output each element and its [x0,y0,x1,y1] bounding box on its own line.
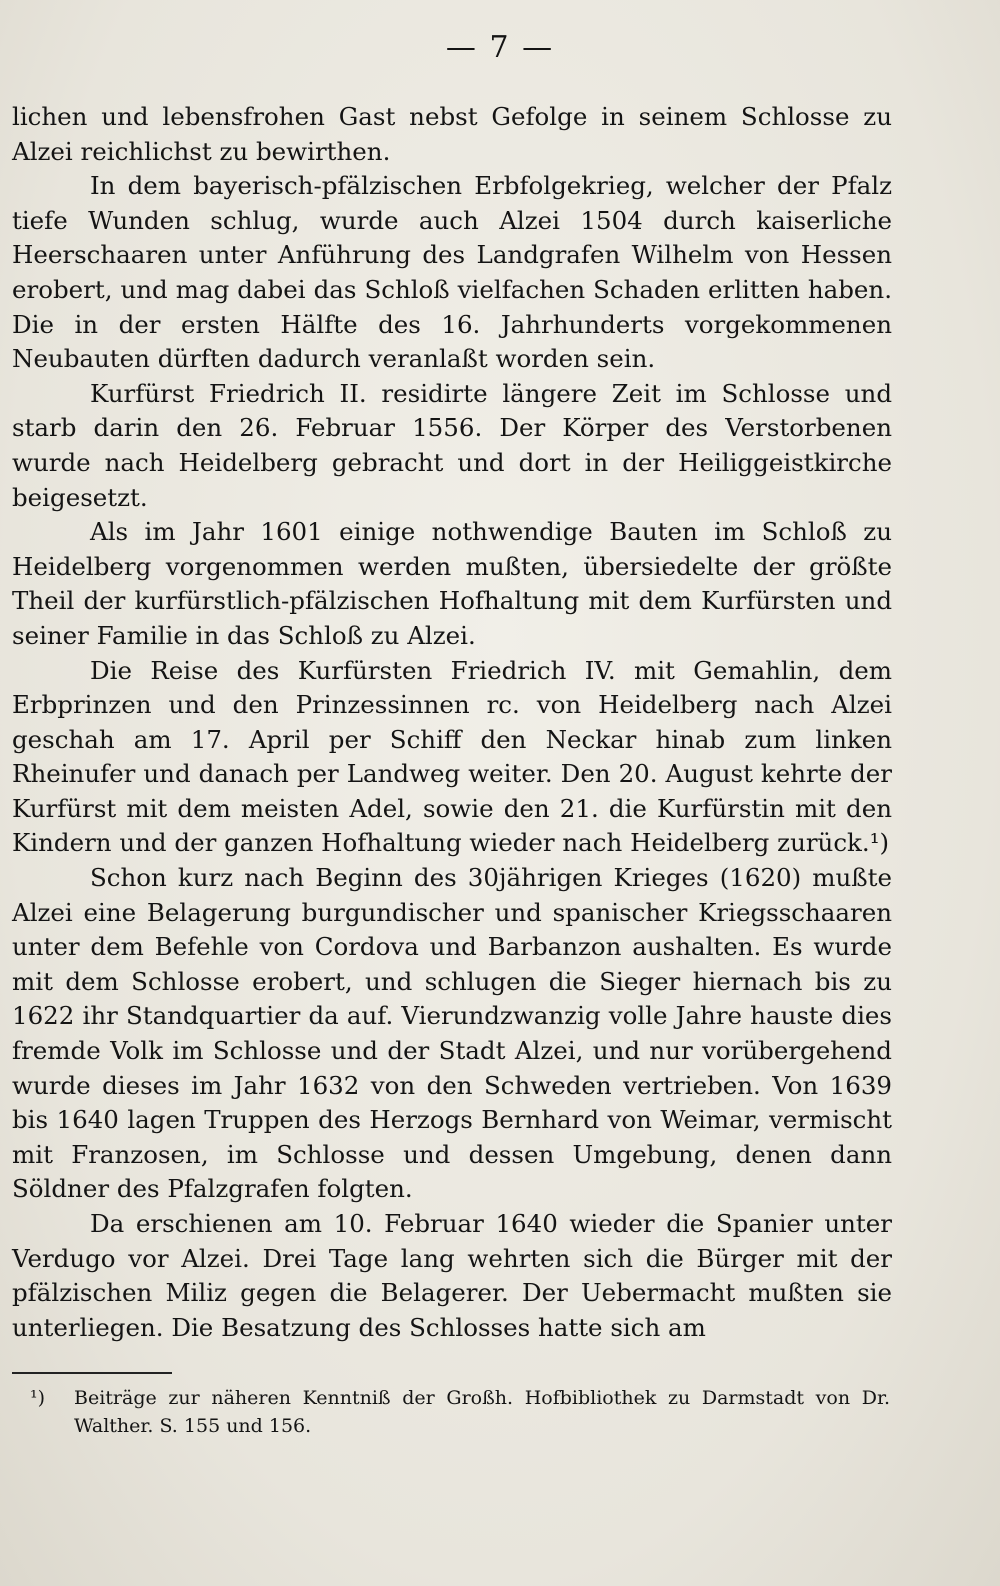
paragraph-friedrich-ii: Kurfürst Friedrich II. residirte längere Zeit im Schlosse und starb darin den 26. Februar 1556. Der Körper des Verstorbenen wurde nach Heidelberg gebracht und dort in der Heiliggeistkirche beigesetzt. [12,378,892,512]
footnote [30,1384,890,1440]
footnotes [30,1384,890,1440]
footnote-text: Beiträge zur näheren Kenntniß der Großh. Hofbibliothek zu Darmstadt von Dr. Walther. S. 155 und 156. [74,1387,890,1437]
paragraph-continuation: lichen und lebensfrohen Gast nebst Gefolge in seinem Schlosse zu Alzei reichlichst zu bewirthen. [12,102,892,166]
paragraph-30jaehriger-krieg: Schon kurz nach Beginn des 30jährigen Krieges (1620) mußte Alzei eine Belagerung burgundischer und spanischer Kriegsschaaren unter dem Befehle von Cordova und Barbanzon aushalten. Es wurde mit dem Schlosse erobert, und schlugen die Sieger hiernach bis zu 1622 ihr Standquartier da auf. Vierundzwanzig volle Jahre hauste dies fremde Volk im Schlosse und der Stadt Alzei, und nur vorübergehend wurde dieses im Jahr 1632 von den Schweden vertrieben. Von 1639 bis 1640 lagen Truppen des Herzogs Bernhard von Weimar, vermischt mit Franzosen, im Schlosse und dessen Umgebung, denen dann Söldner des Pfalzgrafen folgten. [12,863,892,1204]
footnote-divider [12,1372,172,1374]
paragraph-1640: Da erschienen am 10. Februar 1640 wieder die Spanier unter Verdugo vor Alzei. Drei Tage lang wehrten sich die Bürger mit der pfälzischen Miliz gegen die Belagerer. Der Uebermacht mußten sie unterliegen. Die Besatzung des Schlosses hatte sich am [12,1209,892,1342]
page-number: — 7 — [445,30,555,65]
footnote-mark: ¹) [30,1387,46,1409]
paragraph-friedrich-iv: Die Reise des Kurfürsten Friedrich IV. mit Gemahlin, dem Erbprinzen und den Prinzessinnen rc. von Heidelberg nach Alzei geschah am 17. April per Schiff den Neckar hinab zum linken Rheinufer und danach per Landweg weiter. Den 20. August kehrte der Kurfürst mit dem meisten Adel, sowie den 21. die Kurfürstin mit den Kindern und der ganzen Hofhaltung wieder nach Heidelberg zurück.¹) [12,655,892,858]
paragraph-erbfolgekrieg: In dem bayerisch-pfälzischen Erbfolgekrieg, welcher der Pfalz tiefe Wunden schlug, wurde auch Alzei 1504 durch kaiserliche Heerschaaren unter Anführung des Landgrafen Wilhelm von Hessen erobert, und mag dabei das Schloß vielfachen Schaden erlitten haben. Die in der ersten Hälfte des 16. Jahrhunderts vorgekommenen Neubauten dürften dadurch veranlaßt worden sein. [12,171,892,374]
paragraph-1601: Als im Jahr 1601 einige nothwendige Bauten im Schloß zu Heidelberg vorgenommen werden mußten, übersiedelte der größte Theil der kurfürstlich-pfälzischen Hofhaltung mit dem Kurfürsten und seiner Familie in das Schloß zu Alzei. [12,517,892,650]
body-text [12,100,892,1345]
